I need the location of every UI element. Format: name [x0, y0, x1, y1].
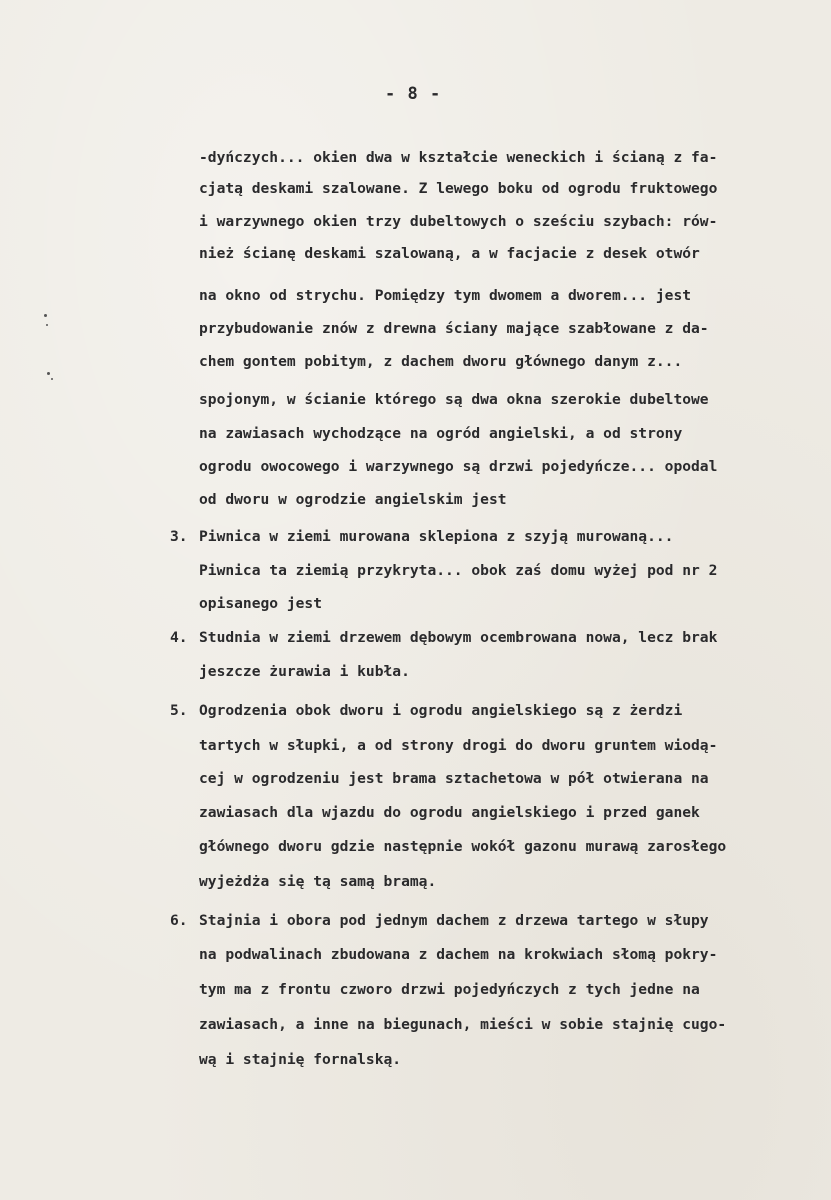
item-number: 6. — [170, 912, 188, 929]
text-line: wą i stajnię fornalską. — [199, 1051, 402, 1068]
page-number: - 8 - — [385, 84, 442, 104]
text-line: Piwnica ta ziemią przykryta... obok zaś domu wyżej pod nr 2 — [199, 562, 718, 579]
item-number: 3. — [170, 528, 188, 545]
text-line: cej w ogrodzeniu jest brama sztachetowa w pół otwierana na — [199, 770, 709, 787]
text-line: nież ścianę deskami szalowaną, a w facjacie z desek otwór — [199, 245, 700, 262]
text-line: wyjeżdża się tą samą bramą. — [199, 873, 437, 890]
text-line: przybudowanie znów z drewna ściany mające szabłowane z da- — [199, 320, 709, 337]
text-line: na zawiasach wychodzące na ogród angielski, a od strony — [199, 425, 683, 442]
scan-speck — [47, 372, 50, 375]
text-line: od dworu w ogrodzie angielskim jest — [199, 491, 507, 508]
text-line: chem gontem pobitym, z dachem dworu głównego danym z... — [199, 353, 683, 370]
text-line: głównego dworu gdzie następnie wokół gazonu murawą zarosłego — [199, 838, 727, 855]
text-line: Stajnia i obora pod jednym dachem z drzewa tartego w słupy — [199, 912, 709, 929]
text-line: tym ma z frontu czworo drzwi pojedyńczych z tych jedne na — [199, 981, 700, 998]
text-line: spojonym, w ścianie którego są dwa okna szerokie dubeltowe — [199, 391, 709, 408]
scan-speck — [51, 378, 53, 380]
text-line: zawiasach dla wjazdu do ogrodu angielskiego i przed ganek — [199, 804, 700, 821]
text-line: i warzywnego okien trzy dubeltowych o sześciu szybach: rów- — [199, 213, 718, 230]
text-line: tartych w słupki, a od strony drogi do dworu gruntem wiodą- — [199, 737, 718, 754]
text-line: Piwnica w ziemi murowana sklepiona z szyją murowaną... — [199, 528, 674, 545]
text-line: opisanego jest — [199, 595, 323, 612]
text-line: jeszcze żurawia i kubła. — [199, 663, 410, 680]
item-number: 4. — [170, 629, 188, 646]
text-line: ogrodu owocowego i warzywnego są drzwi pojedyńcze... opodal — [199, 458, 718, 475]
text-line: Studnia w ziemi drzewem dębowym ocembrowana nowa, lecz brak — [199, 629, 718, 646]
text-line: zawiasach, a inne na biegunach, mieści w sobie stajnię cugo- — [199, 1016, 727, 1033]
text-line: na okno od strychu. Pomiędzy tym dwomem a dworem... jest — [199, 287, 692, 304]
text-line: -dyńczych... okien dwa w kształcie weneckich i ścianą z fa- — [199, 149, 718, 166]
scan-speck — [44, 314, 47, 317]
item-number: 5. — [170, 702, 188, 719]
text-line: na podwalinach zbudowana z dachem na krokwiach słomą pokry- — [199, 946, 718, 963]
scan-speck — [46, 324, 48, 326]
text-line: Ogrodzenia obok dworu i ogrodu angielskiego są z żerdzi — [199, 702, 683, 719]
text-line: cjatą deskami szalowane. Z lewego boku od ogrodu fruktowego — [199, 180, 718, 197]
